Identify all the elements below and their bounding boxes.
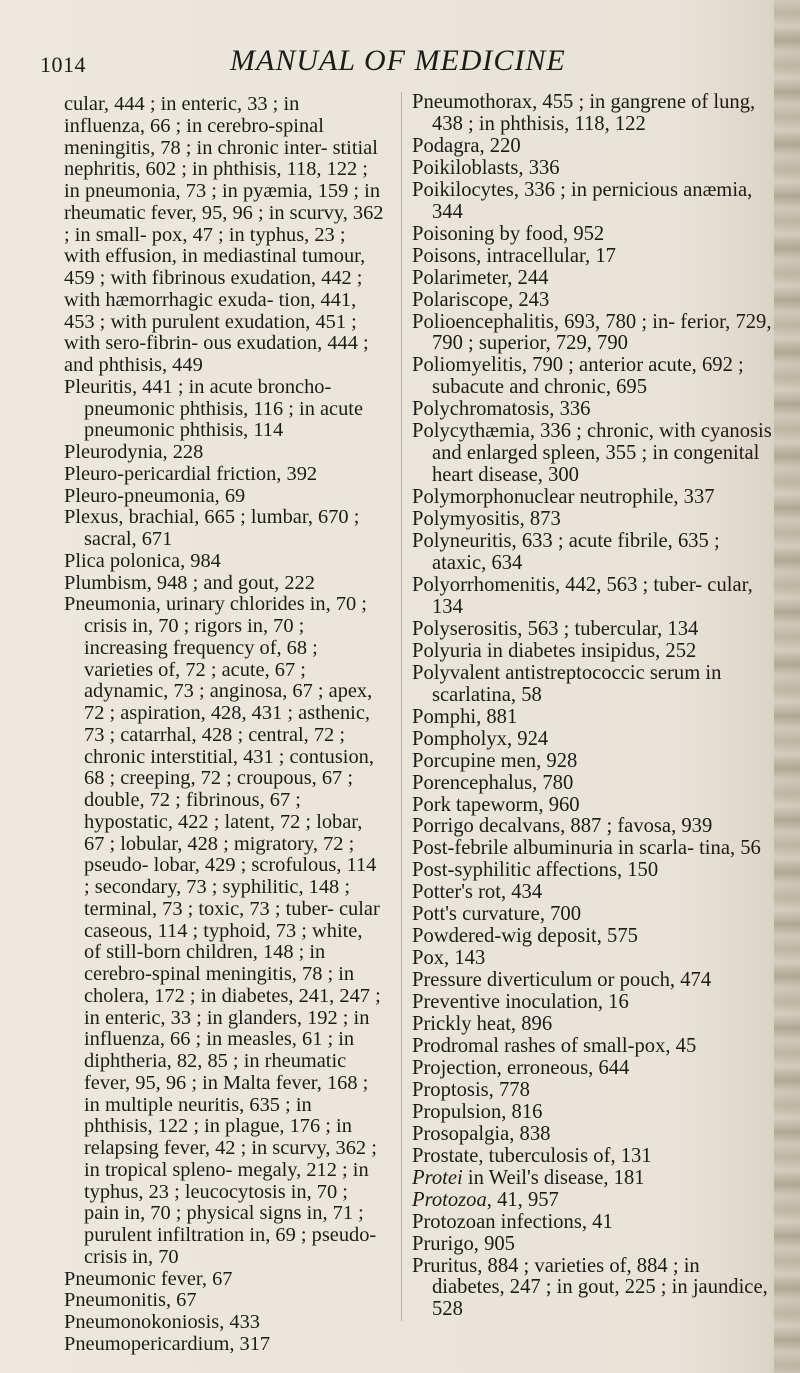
index-entry: Protozoan infections, 41 [412,1210,613,1233]
index-entry: Plexus, brachial, 665 ; lumbar, 670 ; sacral, 671 [64,506,360,550]
index-entry: Podagra, 220 [412,134,521,157]
index-entry: Plumbism, 948 ; and gout, 222 [64,571,315,594]
index-entry: Pompholyx, 924 [412,727,549,750]
index-entry: Pruritus, 884 ; varieties of, 884 ; in diabetes, 247 ; in gout, 225 ; in jaundice, 528 [412,1254,768,1321]
index-entry: Polymyositis, 873 [412,508,561,531]
index-entry: Powdered-wig deposit, 575 [412,925,638,948]
index-entry: Pneumonitis, 67 [64,1289,197,1312]
page-number: 1014 [40,52,86,77]
index-entry: Polymorphonuclear neutrophile, 337 [412,486,715,509]
index-entry: Proptosis, 778 [412,1078,530,1101]
index-entry: Potter's rot, 434 [412,881,543,904]
index-entry: Propulsion, 816 [412,1100,543,1123]
index-entry: Pomphi, 881 [412,705,518,728]
index-entry: cular, 444 ; in enteric, 33 ; in influenza, 66 ; in cerebro-spinal meningitis, 78 ; in chronic inter- stitial nephritis, 602 ; in phthisis, 118, 122 ; in pneumonia, 73 ; in pyæmia, 159 ; in rheumatic fever, 95, 96 ; in scurvy, 362 ; in small- pox, 47 ; in typhus, 23 ; with effusion, in mediastinal tumour, 459 ; with fibrinous exudation, 442 ; with hæmorrhagic exuda- tion, 441, 453 ; with purulent exudation, 451 ; with sero-fibrin- ous exudation, 444 ; and phthisis, 449 [64,93,384,376]
index-entry: Polyorrhomenitis, 442, 563 ; tuber- cular, 134 [412,573,753,618]
index-entry: Polyserositis, 563 ; tubercular, 134 [412,617,699,640]
index-entry: Polychromatosis, 336 [412,398,591,421]
index-column-right [401,92,776,1321]
index-entry: Protozoa, 41, 957 [412,1188,559,1211]
index-entry: Prickly heat, 896 [412,1013,553,1036]
index-entry: Pneumothorax, 455 ; in gangrene of lung, 438 ; in phthisis, 118, 122 [412,91,756,135]
index-entry: Preventive inoculation, 16 [412,991,629,1014]
index-entry: Poikilocytes, 336 ; in pernicious anæmia, 344 [412,178,753,223]
index-entry: Post-febrile albuminuria in scarla- tina, 56 [412,837,761,860]
index-entry: Pneumonia, urinary chlorides in, 70 ; crisis in, 70 ; rigors in, 70 ; increasing frequency of, 68 ; varieties of, 72 ; acute, 67 ; adynamic, 73 ; anginosa, 67 ; apex, 72 ; aspiration, 428, 431 ; asthenic, 73 ; catarrhal, 428 ; central, 72 ; chronic interstitial, 431 ; contusion, 68 ; creeping, 72 ; croupous, 67 ; double, 72 ; fibrinous, 67 ; hypostatic, 422 ; latent, 72 ; lobar, 67 ; lobular, 428 ; migratory, 72 ; pseudo- lobar, 429 ; scrofulous, 114 ; secondary, 73 ; syphilitic, 148 ; terminal, 73 ; toxic, 73 ; tuber- cular caseous, 114 ; typhoid, 73 ; white, of still-born children, 148 ; in cerebro-spinal meningitis, 78 ; in cholera, 172 ; in diabetes, 241, 247 ; in enteric, 33 ; in glanders, 192 ; in influenza, 66 ; in measles, 61 ; in diphtheria, 82, 85 ; in rheumatic fever, 95, 96 ; in Malta fever, 168 ; in multiple neuritis, 635 ; in phthisis, 122 ; in plague, 176 ; in relapsing fever, 42 ; in scurvy, 362 ; in tropical spleno- megaly, 212 ; in typhus, 23 ; leucocytosis in, 70 ; pain in, 70 ; physical signs in, 71 ; purulent infiltration in, 69 ; pseudo-crisis in, 70 [64,593,381,1268]
index-entry: Polyuria in diabetes insipidus, 252 [412,639,697,662]
index-entry: Poikiloblasts, 336 [412,156,560,179]
index-entry: Prodromal rashes of small-pox, 45 [412,1034,697,1057]
index-entry: Pneumonokoniosis, 433 [64,1311,260,1333]
index-entry: Pleuro-pericardial friction, 392 [64,462,318,485]
index-entry: Pox, 143 [412,947,486,970]
index-entry: Polioencephalitis, 693, 780 ; in- ferior, 729, 790 ; superior, 729, 790 [412,310,772,355]
index-entry: Pleuro-pneumonia, 69 [64,484,246,507]
index-entry: Prostate, tuberculosis of, 131 [412,1144,652,1167]
index-entry: Pressure diverticulum or pouch, 474 [412,969,712,992]
index-entry: Post-syphilitic affections, 150 [412,859,659,882]
page-header [40,44,740,84]
index-entry: Poisons, intracellular, 17 [412,244,616,267]
index-entry: Poisoning by food, 952 [412,222,605,245]
index-entry: Pleurodynia, 228 [64,441,204,463]
index-entry: Plica polonica, 984 [64,549,221,572]
index-entry: Prosopalgia, 838 [412,1122,551,1145]
index-entry: Polyvalent antistreptococcic serum in scarlatina, 58 [412,661,722,706]
index-entry: Polyneuritis, 633 ; acute fibrile, 635 ; ataxic, 634 [412,530,720,575]
index-entry: Pneumopericardium, 317 [64,1332,271,1355]
running-head-title: MANUAL OF MEDICINE [230,44,566,77]
index-entry: Pleuritis, 441 ; in acute broncho- pneumonic phthisis, 116 ; in acute pneumonic phthisis, 114 [64,375,364,442]
index-entry: Pott's curvature, 700 [412,903,582,926]
index-column-left [64,94,384,1356]
index-entry: Polycythæmia, 336 ; chronic, with cyanosis and enlarged spleen, 355 ; in congenital heart disease, 300 [412,420,772,487]
page-edge-shadow [774,0,800,1373]
index-entry: Pneumonic fever, 67 [64,1267,233,1290]
index-entry: Prurigo, 905 [412,1232,515,1255]
index-entry: Protei in Weil's disease, 181 [412,1166,645,1189]
index-entry: Pork tapeworm, 960 [412,793,580,816]
index-entry: Polariscope, 243 [412,288,550,311]
index-entry: Projection, erroneous, 644 [412,1056,630,1079]
index-entry: Porencephalus, 780 [412,771,574,794]
index-entry: Poliomyelitis, 790 ; anterior acute, 692 ; subacute and chronic, 695 [412,354,744,399]
index-entry: Porcupine men, 928 [412,749,578,772]
index-entry: Porrigo decalvans, 887 ; favosa, 939 [412,815,713,838]
index-entry: Polarimeter, 244 [412,266,549,289]
